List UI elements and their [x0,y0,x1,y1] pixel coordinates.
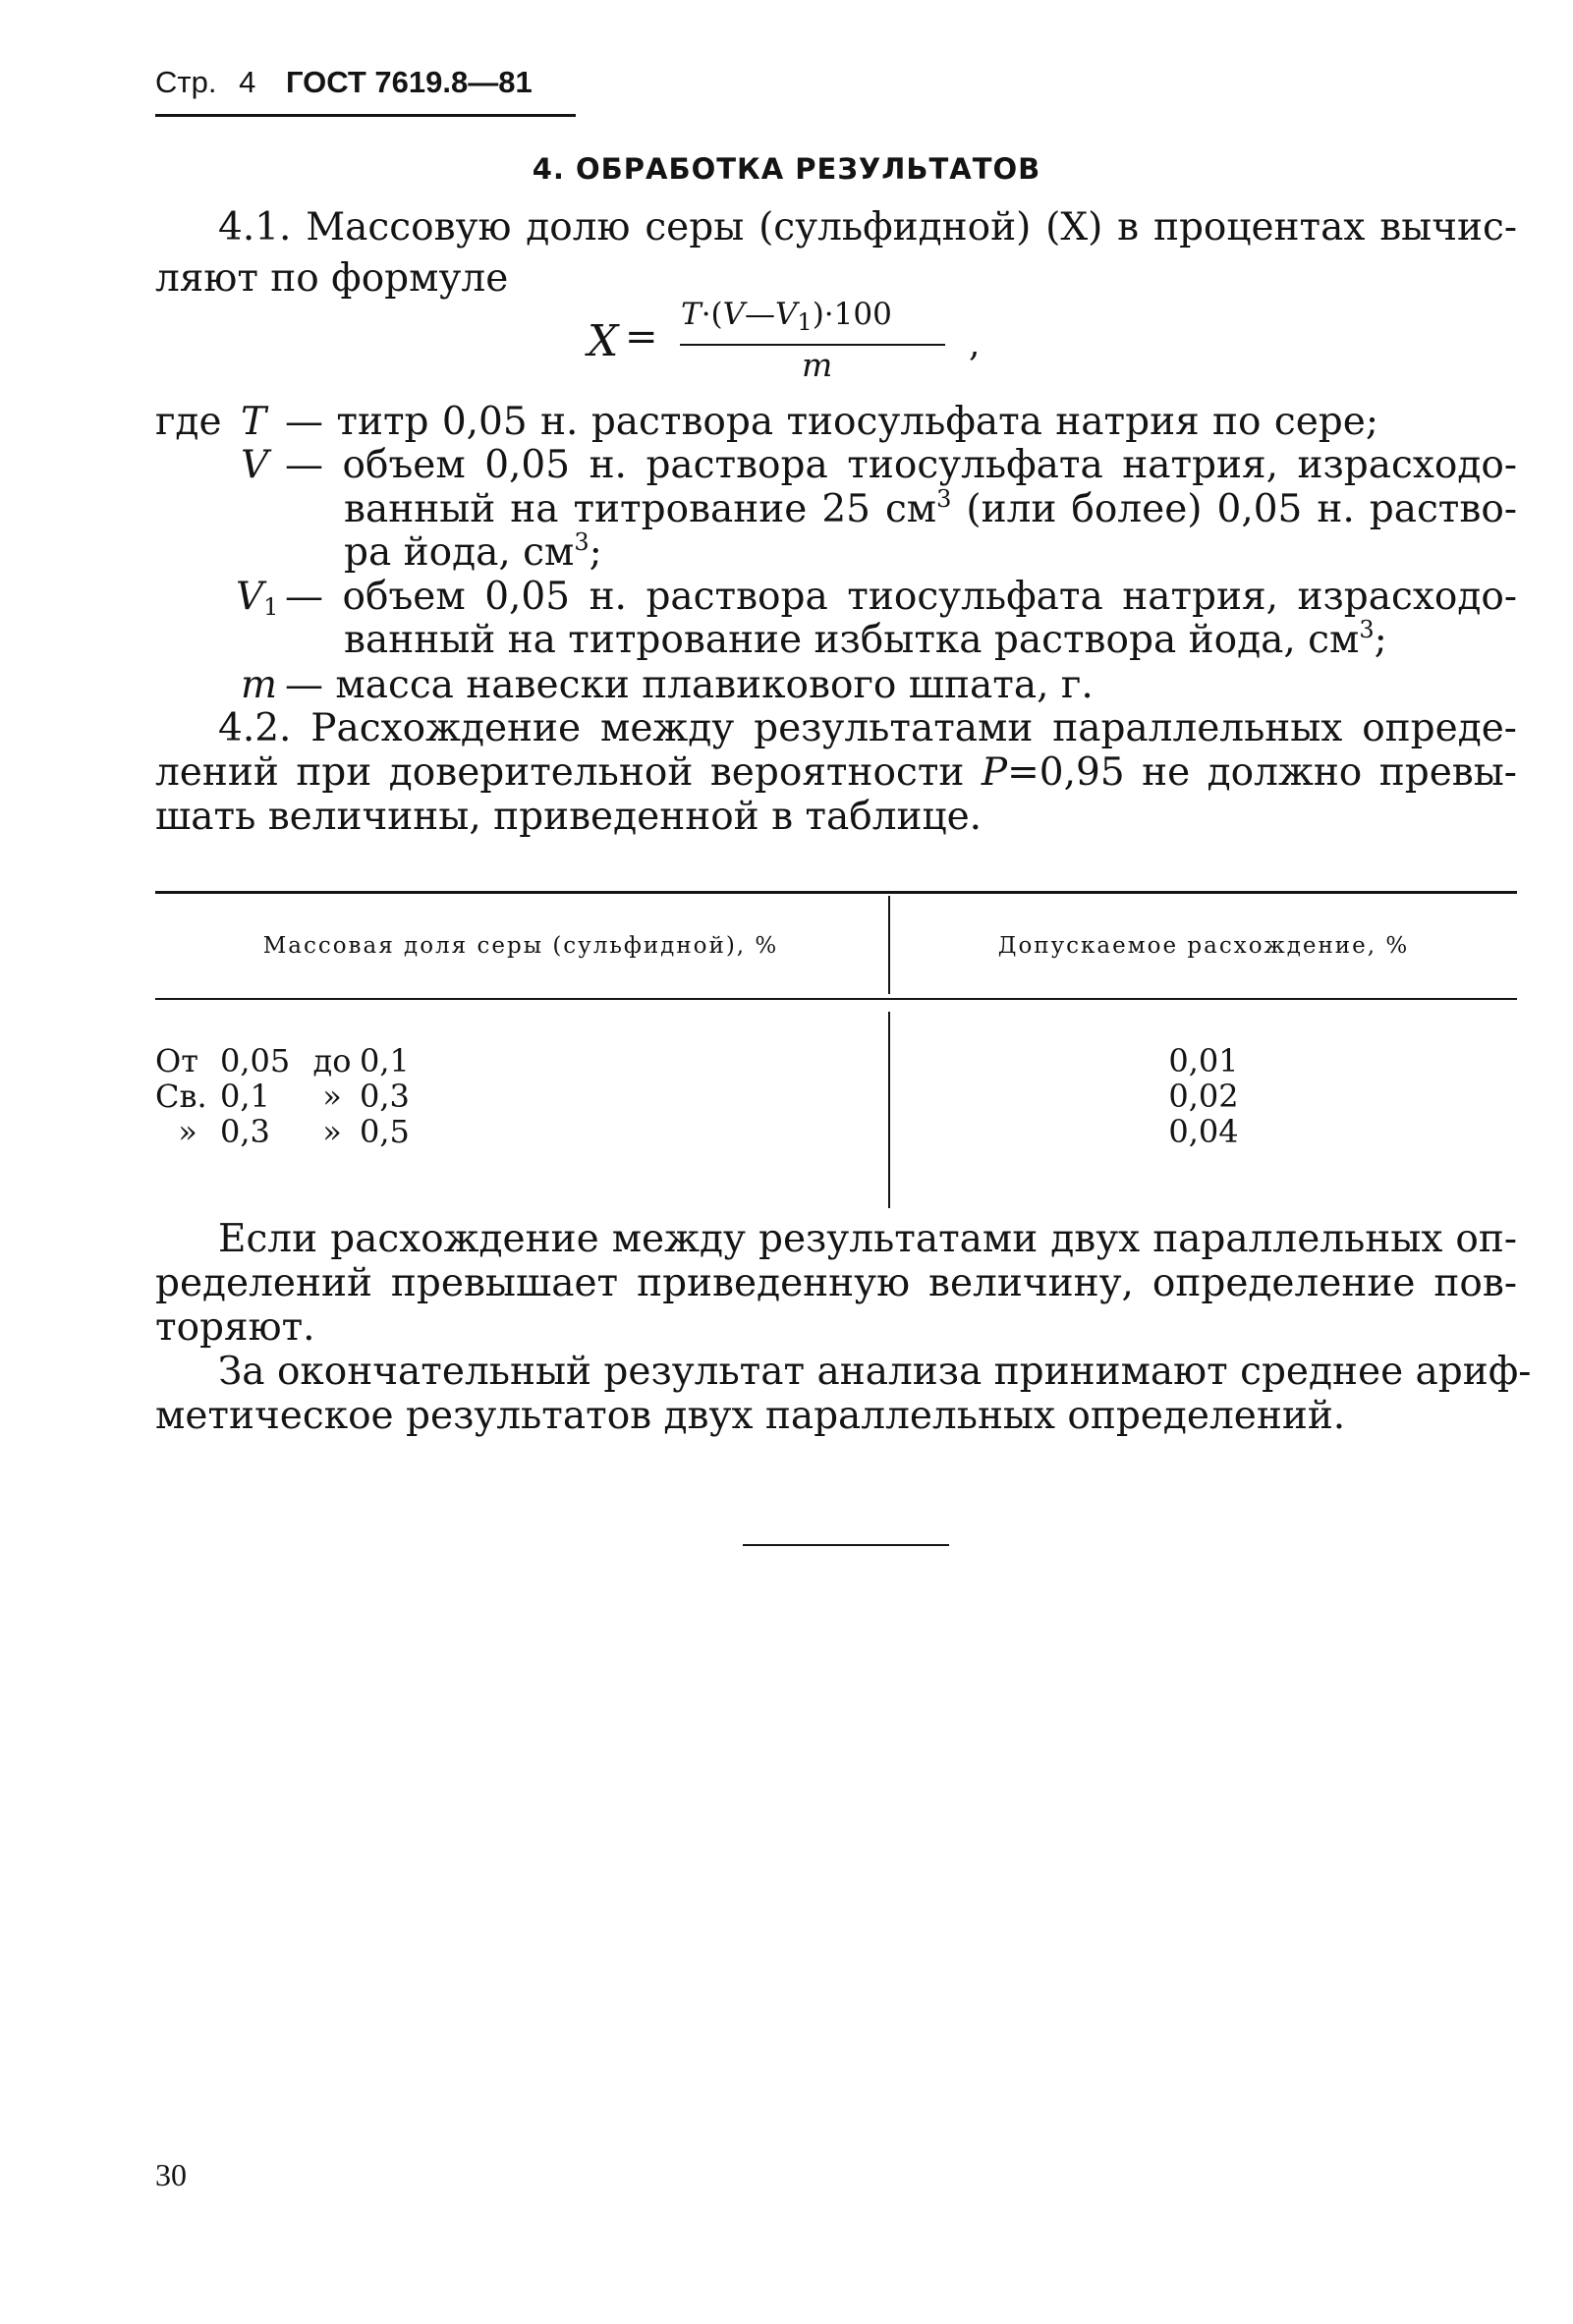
formula-lhs: X [588,316,619,366]
standard-number: ГОСТ 7619.8—81 [285,65,533,99]
where-v-line-2-text: ванный на титрование 25 см [344,487,937,531]
row-3-from: 0,3 [220,1113,270,1150]
header-page-number: 4 [239,65,256,99]
formula-minus: — [745,297,776,332]
p42-line2b: =0,95 не должно превы- [1007,750,1517,795]
row-1-from: 0,05 [220,1042,291,1079]
end-rule [743,1544,949,1546]
table-header-tolerance: Допускаемое расхождение, % [997,933,1410,959]
where-v-line-1: — объем 0,05 н. раствора тиосульфата натрия, израсходо- [285,443,1517,487]
where-v1-sub: 1 [263,593,279,621]
row-1-sep: до [312,1042,352,1079]
table-row-3-label [155,1114,410,1149]
paragraph-4-2-line-2 [155,751,1517,795]
where-v1-line-2-rest: ; [1374,618,1387,662]
paragraph-repeat-line-1: Если расхождение между результатами двух параллельных оп- [218,1217,1517,1261]
where-v-line-2 [344,485,1517,531]
formula-denominator: m [802,346,833,384]
where-t-text: — титр 0,05 н. раствора тиосульфата натрия по сере; [285,400,1378,444]
formula-t: T [681,297,702,332]
where-m-symbol: m [241,663,277,707]
running-header [155,65,533,100]
where-v-line-3-rest: ; [589,530,602,575]
paragraph-repeat-line-2: ределений превышает приведенную величину, определение пов- [155,1261,1517,1305]
table-row-1-label [155,1043,410,1079]
where-v-symbol: V [241,443,269,487]
table-header-mass-fraction: Массовая доля серы (сульфидной), % [262,933,779,959]
formula-equals: = [625,314,658,360]
where-v1-line-2-text: ванный на титрование избытка раствора йода, см [344,618,1360,662]
where-v1-sym: V [236,575,264,619]
where-v1-line-1: — объем 0,05 н. раствора тиосульфата натрия, израсходо- [285,575,1517,619]
where-v-line-2-rest: (или более) 0,05 н. раство- [951,487,1517,531]
paragraph-final-line-1: За окончательный результат анализа принимают среднее ариф- [218,1350,1532,1394]
row-2-sep: » [322,1078,342,1115]
section-title: 4. ОБРАБОТКА РЕЗУЛЬТАТОВ [532,152,1041,186]
p42-line2a: лений при доверительной вероятности [155,750,982,795]
row-2-to: 0,3 [360,1078,410,1115]
table-row-3-value: 0,04 [1168,1113,1239,1150]
formula-numerator [681,297,892,336]
paragraph-4-2-line-3: шать величины, приведенной в таблице. [155,795,983,839]
paragraph-4-2-line-1: 4.2. Расхождение между результатами параллельных опреде- [218,706,1517,750]
row-2-from: 0,1 [220,1078,270,1115]
row-2-prefix: Св. [155,1078,207,1115]
table-row-2-value: 0,02 [1168,1078,1239,1115]
where-v1-symbol [236,576,278,619]
where-v-line-3-sup: 3 [574,528,590,556]
row-3-sep: » [322,1113,342,1150]
p42-p: P [981,750,1008,795]
where-v1-line-2-sup: 3 [1359,616,1375,643]
paragraph-4-1-line-1: 4.1. Массовую долю серы (сульфидной) (X) в процентах вычис- [218,205,1517,249]
row-1-prefix: От [155,1042,198,1079]
formula-comma: , [969,324,981,364]
page-number: 30 [155,2157,187,2192]
formula-close: )·100 [812,297,892,332]
paragraph-4-1-line-2: ляют по формуле [155,256,509,301]
table-header-rule [155,998,1517,1000]
table-top-rule [155,891,1517,894]
where-v-line-2-sup: 3 [936,485,952,513]
table-row-2-label [155,1079,410,1114]
formula-v1-sub: 1 [797,308,813,336]
row-3-prefix: » [178,1113,197,1150]
paragraph-repeat-line-3: торяют. [155,1305,315,1350]
where-v-line-3 [344,528,602,575]
where-v1-line-2 [344,616,1387,662]
table-row-1-value: 0,01 [1168,1042,1239,1079]
where-t-symbol: T [241,400,267,444]
where-lead: где [155,400,222,444]
formula-v1: V [775,297,798,332]
paragraph-final-line-2: метическое результатов двух параллельных определений. [155,1394,1346,1438]
where-v-line-3-text: ра йода, см [344,530,575,575]
header-rule [155,114,576,117]
row-3-to: 0,5 [360,1113,410,1150]
formula-op: ·( [701,297,723,332]
row-1-to: 0,1 [360,1042,410,1079]
where-m-text: — масса навески плавикового шпата, г. [285,663,1094,707]
formula-v: V [722,297,746,332]
page-label: Стр. [155,65,217,99]
